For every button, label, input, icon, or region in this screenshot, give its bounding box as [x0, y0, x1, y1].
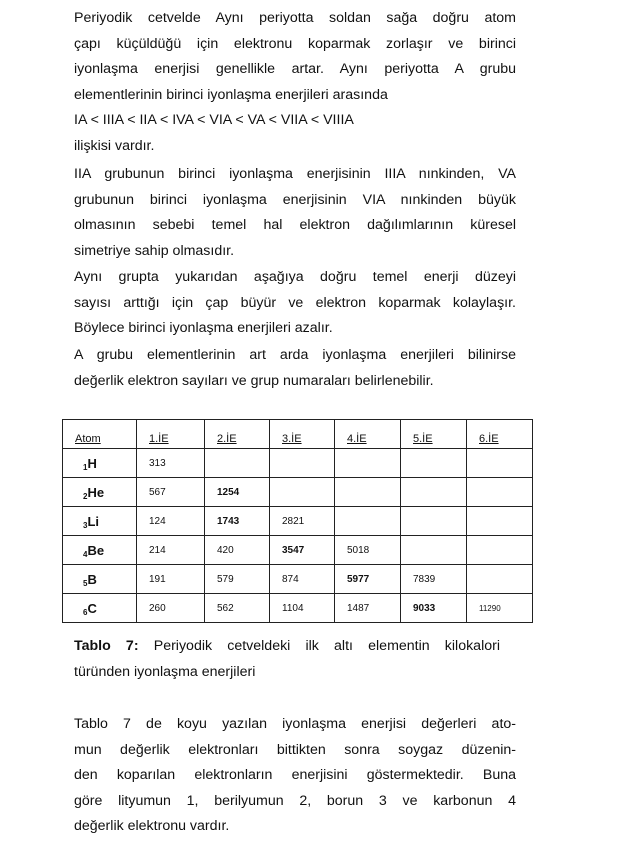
value-cell: 124	[137, 507, 205, 536]
atom-cell: $_4$Be	[63, 536, 137, 565]
ionization-order-formula: IA < IIIA < IIA < IVA < VIA < VA < VIIA < VIIIA	[74, 112, 354, 129]
paragraph-ionization-period	[74, 6, 516, 160]
value-cell: 11290	[467, 594, 533, 623]
value-cell	[205, 449, 270, 478]
value-cell: 313	[137, 449, 205, 478]
value-cell: 874	[270, 565, 335, 594]
paragraph-symmetry-reason	[74, 162, 516, 264]
value-cell	[467, 536, 533, 565]
text-line: elementlerinin birinci iyonlaşma enerjileri arasında	[74, 86, 388, 103]
column-header-ie4: 4.İE	[335, 420, 401, 449]
value-cell	[335, 507, 401, 536]
text-line: göre lityumun 1, berilyumun 2, borun 3 ve karbonun 4	[74, 792, 516, 809]
value-cell: 214	[137, 536, 205, 565]
text-line: ilişkisi vardır.	[74, 137, 155, 154]
value-cell	[467, 449, 533, 478]
caption-line	[74, 634, 500, 660]
value-cell: 579	[205, 565, 270, 594]
text-line: den koparılan elektronların enerjisini göstermektedir. Buna	[74, 767, 516, 784]
caption-text: Periyodik cetveldeki ilk altı elementin kilokalori	[153, 638, 500, 654]
atom-cell: $_6$C	[63, 594, 137, 623]
column-header-ie2: 2.İE	[205, 420, 270, 449]
column-header-ie1: 1.İE	[137, 420, 205, 449]
value-cell	[401, 536, 467, 565]
text-line: A grubu elementlerinin art arda iyonlaşma enerjileri bilinirse	[74, 347, 516, 363]
value-cell	[335, 478, 401, 507]
paragraph-valence-explanation	[74, 712, 516, 840]
paragraph-group-trend	[74, 265, 516, 342]
value-cell-core-electron: 3547	[270, 536, 335, 565]
value-cell	[335, 449, 401, 478]
value-cell	[401, 478, 467, 507]
value-cell: 420	[205, 536, 270, 565]
value-cell	[467, 478, 533, 507]
text-line: Böylece birinci iyonlaşma enerjileri azalır.	[74, 320, 333, 337]
text-line: Periyodik cetvelde Aynı periyotta soldan sağa doğru atom	[74, 10, 516, 26]
value-cell: 562	[205, 594, 270, 623]
atom-cell: $_5$B	[63, 565, 137, 594]
value-cell	[401, 507, 467, 536]
column-header-ie3: 3.İE	[270, 420, 335, 449]
value-cell: 1487	[335, 594, 401, 623]
value-cell	[270, 449, 335, 478]
text-line: simetriye sahip olmasıdır.	[74, 242, 235, 259]
atom-cell: $_2$He	[63, 478, 137, 507]
column-header-atom: Atom	[63, 420, 137, 449]
caption-line: türünden iyonlaşma enerjileri	[74, 663, 256, 680]
text-line: değerlik elektron sayıları ve grup numaraları belirlenebilir.	[74, 372, 434, 389]
value-cell: 567	[137, 478, 205, 507]
text-line: Tablo 7 de koyu yazılan iyonlaşma enerjisi değerleri ato-	[74, 716, 516, 732]
table-caption	[74, 634, 500, 685]
text-line: sayısı arttığı için çap büyür ve elektron koparmak kolaylaşır.	[74, 294, 516, 311]
text-line: grubunun birinci iyonlaşma enerjisinin VIA nınkinden büyük	[74, 191, 516, 208]
atom-cell: $_3$Li	[63, 507, 137, 536]
value-cell: 260	[137, 594, 205, 623]
table-header-row	[63, 420, 533, 449]
value-cell-core-electron: 5977	[335, 565, 401, 594]
text-line: mun değerlik elektronları bittikten sonra soygaz düzenin-	[74, 741, 516, 758]
column-header-ie6: 6.İE	[467, 420, 533, 449]
text-line: olmasının sebebi temel hal elektron dağılımlarının küresel	[74, 217, 516, 234]
value-cell: 5018	[335, 536, 401, 565]
table-row	[63, 507, 533, 536]
table-row	[63, 565, 533, 594]
caption-label: Tablo 7:	[74, 638, 139, 654]
ionization-energy-table	[62, 419, 533, 623]
text-line: Aynı grupta yukarıdan aşağıya doğru temel enerji düzeyi	[74, 269, 516, 285]
text-line: çapı küçüldüğü için elektronu koparmak zorlaşır ve birinci	[74, 35, 516, 52]
paragraph-successive-energies	[74, 343, 516, 394]
column-header-ie5: 5.İE	[401, 420, 467, 449]
table-row	[63, 478, 533, 507]
value-cell	[401, 449, 467, 478]
atom-cell: $_1$H	[63, 449, 137, 478]
text-line: iyonlaşma enerjisi genellikle artar. Aynı periyotta A grubu	[74, 61, 516, 78]
value-cell: 7839	[401, 565, 467, 594]
text-line: IIA grubunun birinci iyonlaşma enerjisinin IIIA nınkinden, VA	[74, 166, 516, 182]
table-row	[63, 594, 533, 623]
value-cell-core-electron: 1254	[205, 478, 270, 507]
value-cell	[467, 565, 533, 594]
value-cell-core-electron: 1743	[205, 507, 270, 536]
text-line: değerlik elektronu vardır.	[74, 818, 230, 835]
table-row	[63, 449, 533, 478]
value-cell: 2821	[270, 507, 335, 536]
value-cell: 1104	[270, 594, 335, 623]
value-cell: 191	[137, 565, 205, 594]
table-row	[63, 536, 533, 565]
value-cell	[467, 507, 533, 536]
value-cell	[270, 478, 335, 507]
value-cell-core-electron: 9033	[401, 594, 467, 623]
